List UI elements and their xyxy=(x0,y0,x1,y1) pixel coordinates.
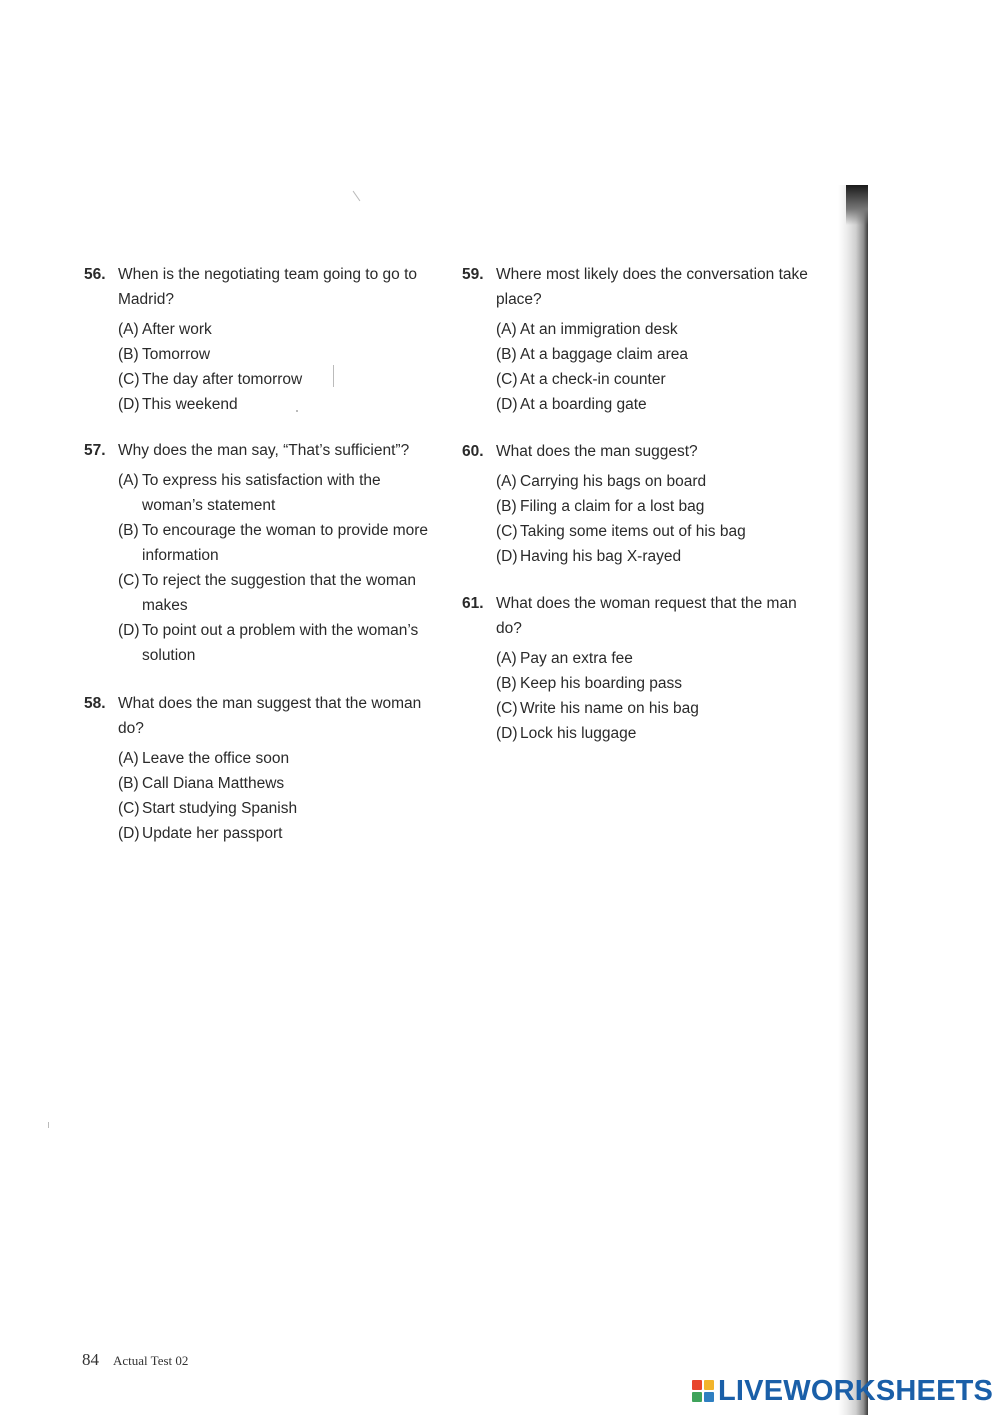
option-b[interactable] xyxy=(118,342,444,367)
question-57 xyxy=(84,438,444,668)
option-text: To reject the suggestion that the woman makes xyxy=(142,572,416,614)
option-letter: (D) xyxy=(496,396,518,413)
option-c[interactable] xyxy=(118,367,444,392)
option-b[interactable] xyxy=(118,771,444,796)
option-text: Filing a claim for a lost bag xyxy=(520,498,705,515)
option-letter: (B) xyxy=(118,775,139,792)
option-letter: (B) xyxy=(496,675,517,692)
logo-square xyxy=(704,1392,714,1402)
answer-options xyxy=(84,468,444,668)
option-letter: (C) xyxy=(496,700,518,717)
option-letter: (D) xyxy=(496,548,518,565)
option-letter: (A) xyxy=(496,321,517,338)
question-text: What does the man suggest? xyxy=(496,443,698,460)
question-text: When is the negotiating team going to go to Madrid? xyxy=(118,266,418,308)
question-text: What does the man suggest that the woman do? xyxy=(118,695,422,737)
option-c[interactable] xyxy=(118,568,444,618)
question-number: 61. xyxy=(462,595,484,612)
option-c[interactable] xyxy=(496,519,822,544)
option-b[interactable] xyxy=(496,494,822,519)
option-d[interactable] xyxy=(496,392,822,417)
option-a[interactable] xyxy=(118,746,444,771)
option-d[interactable] xyxy=(496,721,822,746)
option-letter: (D) xyxy=(118,825,140,842)
option-d[interactable] xyxy=(118,392,444,417)
option-letter: (D) xyxy=(118,396,140,413)
question-text: Why does the man say, “That’s sufficient”? xyxy=(118,442,410,459)
question-60 xyxy=(462,439,822,569)
option-letter: (B) xyxy=(496,346,517,363)
question-text: Where most likely does the conversation take place? xyxy=(496,266,808,308)
option-text: Lock his luggage xyxy=(520,725,637,742)
option-a[interactable] xyxy=(118,317,444,342)
option-text: The day after tomorrow xyxy=(142,371,303,388)
option-letter: (A) xyxy=(118,472,139,489)
logo-square xyxy=(692,1380,702,1390)
option-letter: (D) xyxy=(496,725,518,742)
option-text: At a baggage claim area xyxy=(520,346,689,363)
option-d[interactable] xyxy=(118,618,444,668)
option-letter: (C) xyxy=(118,572,140,589)
logo-square xyxy=(692,1392,702,1402)
option-text: To express his satisfaction with the woman’s statement xyxy=(142,472,381,514)
option-text: This weekend xyxy=(142,396,238,413)
option-b[interactable] xyxy=(496,671,822,696)
question-stem xyxy=(84,262,444,312)
option-text: At an immigration desk xyxy=(520,321,678,338)
option-letter: (A) xyxy=(118,750,139,767)
option-d[interactable] xyxy=(496,544,822,569)
brand-wordmark: LIVEWORKSHEETS xyxy=(718,1375,994,1407)
option-text: To point out a problem with the woman’s solution xyxy=(142,622,419,664)
question-stem xyxy=(84,691,444,741)
option-c[interactable] xyxy=(496,696,822,721)
answer-options xyxy=(462,317,822,417)
answer-options xyxy=(84,317,444,417)
question-number: 60. xyxy=(462,443,484,460)
option-text: Tomorrow xyxy=(142,346,211,363)
question-stem xyxy=(84,438,444,463)
option-letter: (A) xyxy=(118,321,139,338)
option-text: Write his name on his bag xyxy=(520,700,699,717)
question-56 xyxy=(84,262,444,417)
option-text: Start studying Spanish xyxy=(142,800,298,817)
footer-title: Actual Test 02 xyxy=(113,1353,189,1368)
option-a[interactable] xyxy=(496,646,822,671)
option-letter: (B) xyxy=(118,346,139,363)
option-letter: (B) xyxy=(496,498,517,515)
answer-options xyxy=(84,746,444,846)
option-text: Pay an extra fee xyxy=(520,650,633,667)
question-text: What does the woman request that the man do? xyxy=(496,595,797,637)
option-c[interactable] xyxy=(496,367,822,392)
option-text: Taking some items out of his bag xyxy=(520,523,746,540)
scan-speck xyxy=(353,191,361,201)
question-stem xyxy=(462,591,822,641)
option-a[interactable] xyxy=(118,468,444,518)
answer-options xyxy=(462,646,822,746)
option-b[interactable] xyxy=(118,518,444,568)
option-b[interactable] xyxy=(496,342,822,367)
answer-options xyxy=(462,469,822,569)
page-number: 84 xyxy=(82,1350,99,1369)
option-letter: (C) xyxy=(496,371,518,388)
question-number: 56. xyxy=(84,266,106,283)
option-letter: (A) xyxy=(496,650,517,667)
option-text: At a boarding gate xyxy=(520,396,647,413)
scan-speck xyxy=(48,1122,49,1128)
option-text: To encourage the woman to provide more information xyxy=(142,522,429,564)
question-number: 58. xyxy=(84,695,106,712)
option-letter: (A) xyxy=(496,473,517,490)
question-number: 57. xyxy=(84,442,106,459)
liveworksheets-brand[interactable] xyxy=(692,1376,993,1406)
page-footer xyxy=(82,1350,188,1370)
option-text: Update her passport xyxy=(142,825,283,842)
option-text: Carrying his bags on board xyxy=(520,473,707,490)
option-text: At a check-in counter xyxy=(520,371,666,388)
option-text: Leave the office soon xyxy=(142,750,290,767)
question-58 xyxy=(84,691,444,846)
question-stem xyxy=(462,439,822,464)
option-a[interactable] xyxy=(496,317,822,342)
option-letter: (C) xyxy=(496,523,518,540)
question-number: 59. xyxy=(462,266,484,283)
question-stem xyxy=(462,262,822,312)
page-edge-shadow-top xyxy=(846,185,868,225)
option-letter: (B) xyxy=(118,522,139,539)
option-text: Call Diana Matthews xyxy=(142,775,285,792)
page-edge-shadow xyxy=(838,185,868,1415)
option-text: Keep his boarding pass xyxy=(520,675,683,692)
question-59 xyxy=(462,262,822,417)
logo-square xyxy=(704,1380,714,1390)
option-text: Having his bag X-rayed xyxy=(520,548,682,565)
option-c[interactable] xyxy=(118,796,444,821)
option-text: After work xyxy=(142,321,212,338)
option-a[interactable] xyxy=(496,469,822,494)
option-letter: (C) xyxy=(118,371,140,388)
option-d[interactable] xyxy=(118,821,444,846)
option-letter: (D) xyxy=(118,622,140,639)
question-61 xyxy=(462,591,822,746)
liveworksheets-logo-icon xyxy=(692,1380,714,1402)
option-letter: (C) xyxy=(118,800,140,817)
